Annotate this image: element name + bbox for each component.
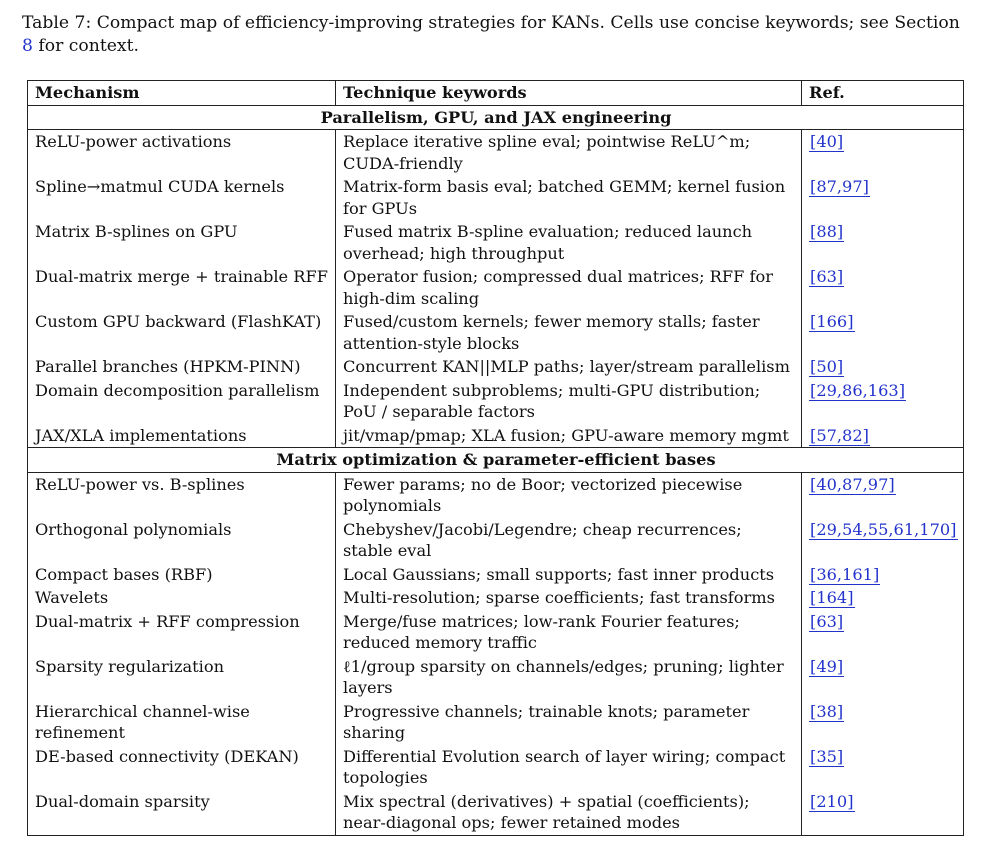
citation-link[interactable]: [35]	[810, 746, 844, 766]
table-row	[28, 379, 964, 424]
citation-link[interactable]: [87,97]	[810, 177, 869, 196]
table-row	[28, 563, 964, 587]
header-ref: Ref.	[802, 81, 964, 106]
ref-cell	[802, 220, 964, 265]
citation-link[interactable]: [40]	[810, 132, 844, 151]
section-title: Matrix optimization & parameter-efficient bases	[28, 448, 964, 473]
table-row	[28, 175, 964, 220]
citation-link[interactable]: [210]	[810, 791, 854, 811]
technique-cell: Fewer params; no de Boor; vectorized piecewise polynomials	[336, 472, 802, 518]
citation-link[interactable]: [88]	[810, 222, 844, 241]
ref-cell	[802, 472, 964, 518]
mechanism-cell: Orthogonal polynomials	[28, 518, 336, 563]
ref-cell	[802, 586, 964, 610]
mechanism-cell: Spline→matmul CUDA kernels	[28, 175, 336, 220]
table-row	[28, 790, 964, 836]
mechanism-cell: Matrix B-splines on GPU	[28, 220, 336, 265]
table-row	[28, 518, 964, 563]
mechanism-cell: Dual-domain sparsity	[28, 790, 336, 836]
mechanism-cell: DE-based connectivity (DEKAN)	[28, 745, 336, 790]
ref-cell	[802, 563, 964, 587]
table-row	[28, 472, 964, 518]
table-row	[28, 310, 964, 355]
ref-cell	[802, 700, 964, 745]
section-header-row	[28, 105, 964, 130]
caption-suffix: for context.	[32, 36, 139, 56]
header-mechanism: Mechanism	[28, 81, 336, 106]
technique-cell: Progressive channels; trainable knots; parameter sharing	[336, 700, 802, 745]
technique-cell: Operator fusion; compressed dual matrices; RFF for high-dim scaling	[336, 265, 802, 310]
technique-cell: Multi-resolution; sparse coefficients; fast transforms	[336, 586, 802, 610]
ref-cell	[802, 130, 964, 176]
mechanism-cell: Wavelets	[28, 586, 336, 610]
ref-cell	[802, 424, 964, 448]
strategy-table	[27, 80, 964, 836]
table-row	[28, 745, 964, 790]
mechanism-cell: Domain decomposition parallelism	[28, 379, 336, 424]
ref-cell	[802, 175, 964, 220]
citation-link[interactable]: [164]	[810, 588, 854, 607]
mechanism-cell: Dual-matrix + RFF compression	[28, 610, 336, 655]
citation-link[interactable]: [57,82]	[810, 425, 869, 445]
technique-cell: jit/vmap/pmap; XLA fusion; GPU-aware memory mgmt	[336, 424, 802, 448]
header-technique: Technique keywords	[336, 81, 802, 106]
caption-text: Table 7: Compact map of efficiency-improving strategies for KANs. Cells use concise keywords; see Section	[22, 13, 960, 33]
mechanism-cell: Custom GPU backward (FlashKAT)	[28, 310, 336, 355]
table-body	[28, 105, 964, 835]
citation-link[interactable]: [29,54,55,61,170]	[810, 519, 957, 539]
ref-cell	[802, 310, 964, 355]
table-row	[28, 700, 964, 745]
header-row	[28, 81, 964, 106]
mechanism-cell: Hierarchical channel-wise refinement	[28, 700, 336, 745]
mechanism-cell: Dual-matrix merge + trainable RFF	[28, 265, 336, 310]
ref-cell	[802, 518, 964, 563]
technique-cell: Independent subproblems; multi-GPU distribution; PoU / separable factors	[336, 379, 802, 424]
section-title: Parallelism, GPU, and JAX engineering	[28, 105, 964, 130]
citation-link[interactable]: [38]	[810, 701, 844, 721]
ref-cell	[802, 265, 964, 310]
citation-link[interactable]: [49]	[810, 656, 844, 676]
mechanism-cell: Compact bases (RBF)	[28, 563, 336, 587]
citation-link[interactable]: [40,87,97]	[810, 474, 895, 494]
technique-cell: Fused/custom kernels; fewer memory stalls; faster attention-style blocks	[336, 310, 802, 355]
citation-link[interactable]: [63]	[810, 267, 844, 286]
citation-link[interactable]: [36,161]	[810, 564, 880, 584]
mechanism-cell: JAX/XLA implementations	[28, 424, 336, 448]
table-row	[28, 655, 964, 700]
technique-cell: Matrix-form basis eval; batched GEMM; kernel fusion for GPUs	[336, 175, 802, 220]
technique-cell: Replace iterative spline eval; pointwise ReLU^m; CUDA-friendly	[336, 130, 802, 176]
technique-cell: ℓ1/group sparsity on channels/edges; pruning; lighter layers	[336, 655, 802, 700]
citation-link[interactable]: [63]	[810, 611, 844, 631]
table-row	[28, 424, 964, 448]
table-row	[28, 586, 964, 610]
mechanism-cell: Sparsity regularization	[28, 655, 336, 700]
technique-cell: Mix spectral (derivatives) + spatial (coefficients); near-diagonal ops; fewer retained modes	[336, 790, 802, 836]
technique-cell: Concurrent KAN||MLP paths; layer/stream parallelism	[336, 355, 802, 379]
ref-cell	[802, 790, 964, 836]
citation-link[interactable]: [29,86,163]	[810, 380, 906, 400]
table-row	[28, 265, 964, 310]
citation-link[interactable]: [50]	[810, 357, 844, 376]
technique-cell: Merge/fuse matrices; low-rank Fourier features; reduced memory traffic	[336, 610, 802, 655]
ref-cell	[802, 379, 964, 424]
ref-cell	[802, 610, 964, 655]
mechanism-cell: ReLU-power activations	[28, 130, 336, 176]
table-row	[28, 355, 964, 379]
ref-cell	[802, 745, 964, 790]
technique-cell: Differential Evolution search of layer wiring; compact topologies	[336, 745, 802, 790]
section-header-row	[28, 448, 964, 473]
ref-cell	[802, 655, 964, 700]
citation-link[interactable]: [166]	[810, 312, 854, 331]
technique-cell: Local Gaussians; small supports; fast inner products	[336, 563, 802, 587]
table-row	[28, 220, 964, 265]
ref-cell	[802, 355, 964, 379]
technique-cell: Fused matrix B-spline evaluation; reduced launch overhead; high throughput	[336, 220, 802, 265]
mechanism-cell: ReLU-power vs. B-splines	[28, 472, 336, 518]
technique-cell: Chebyshev/Jacobi/Legendre; cheap recurrences; stable eval	[336, 518, 802, 563]
mechanism-cell: Parallel branches (HPKM-PINN)	[28, 355, 336, 379]
section-link[interactable]: 8	[22, 36, 33, 56]
table-caption	[22, 12, 972, 58]
table-row	[28, 610, 964, 655]
table-row	[28, 130, 964, 176]
